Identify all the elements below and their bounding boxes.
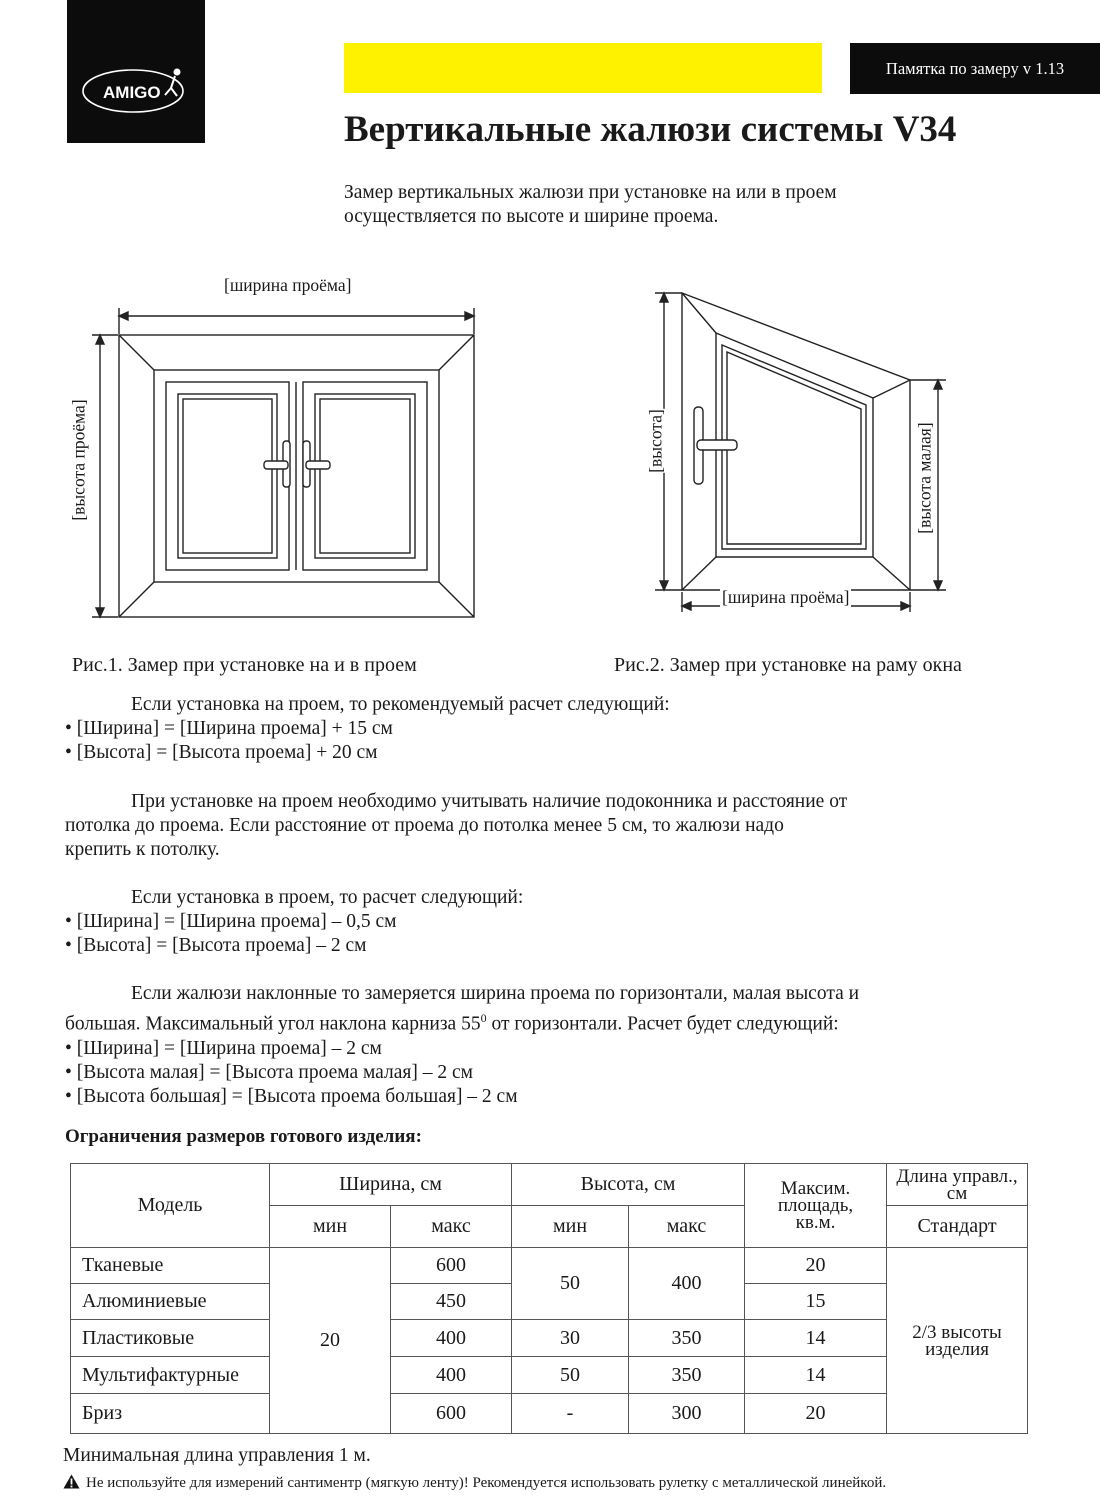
figure1-caption: Рис.1. Замер при установке на и в проем — [72, 654, 417, 676]
slanted-line-2 — [65, 1006, 859, 1037]
slanted-bullet: • [Высота малая] = [Высота проема малая] – 2 см — [65, 1061, 473, 1083]
cell-model: Мультифактурные — [71, 1357, 270, 1394]
degree-superscript: 0 — [480, 1011, 487, 1025]
table-row — [71, 1357, 1028, 1394]
note-section — [65, 790, 847, 862]
figure2-height-small-label: [высота малая] — [914, 422, 935, 534]
in-opening-section — [65, 886, 523, 958]
on-opening-bullet: • [Высота] = [Высота проема] + 20 см — [65, 742, 378, 763]
slanted-bullet: • [Высота большая] = [Высота проема большая] – 2 см — [65, 1085, 518, 1107]
min-control-note: Минимальная длина управления 1 м. — [63, 1445, 371, 1466]
in-opening-bullet: • [Ширина] = [Ширина проема] – 0,5 см — [65, 911, 397, 932]
cell-area: 20 — [745, 1248, 887, 1284]
slanted-bullet: • [Ширина] = [Ширина проема] – 2 см — [65, 1037, 382, 1059]
slanted-line-1: Если жалюзи наклонные то замеряется ширина проема по горизонтали, малая высота и — [131, 983, 860, 1004]
cell-height-max: 300 — [629, 1394, 745, 1434]
figure2-height-label: [высота] — [645, 409, 666, 473]
header-width-min: мин — [270, 1206, 391, 1248]
on-opening-bullet: • [Ширина] = [Ширина проема] + 15 см — [65, 718, 393, 739]
warning-icon — [63, 1474, 80, 1489]
cell-height-min: 30 — [512, 1320, 629, 1357]
cell-width-max: 600 — [391, 1394, 512, 1434]
cell-area: 15 — [745, 1284, 887, 1320]
header-height: Высота, см — [512, 1164, 745, 1206]
figure2-window-diagram — [640, 285, 960, 615]
cell-height-max: 350 — [629, 1320, 745, 1357]
limits-title: Ограничения размеров готового изделия: — [65, 1126, 422, 1147]
accent-bar — [344, 43, 822, 93]
header-width-max: макс — [391, 1206, 512, 1248]
figure2-width-label: [ширина проёма] — [722, 587, 850, 607]
cell-height-max: 350 — [629, 1357, 745, 1394]
header-control-length: Длина управл., см — [887, 1164, 1028, 1206]
cell-width-max: 600 — [391, 1248, 512, 1284]
slanted-line-2-text-end: от горизонтали. Расчет будет следующий: — [486, 1013, 839, 1035]
figure1-height-label: [высота проёма] — [68, 399, 89, 521]
note-line: При установке на проем необходимо учитывать наличие подоконника и расстояние от — [131, 791, 848, 812]
header-model: Модель — [71, 1164, 270, 1248]
cell-model: Пластиковые — [71, 1320, 270, 1357]
header-width: Ширина, см — [270, 1164, 512, 1206]
cell-control-length-merged: 2/3 высоты изделия — [887, 1248, 1028, 1434]
figure1-width-label: [ширина проёма] — [224, 275, 352, 295]
page-title: Вертикальные жалюзи системы V34 — [344, 109, 957, 150]
header-area: Максим. площадь, кв.м. — [745, 1164, 887, 1248]
cell-height-min: - — [512, 1394, 629, 1434]
on-opening-section — [65, 693, 670, 765]
header-height-min: мин — [512, 1206, 629, 1248]
table-row — [71, 1320, 1028, 1357]
cell-width-max: 400 — [391, 1357, 512, 1394]
slanted-section — [65, 982, 859, 1109]
note-line: потолка до проема. Если расстояние от проема до потолка менее 5 см, то жалюзи надо — [65, 815, 784, 836]
note-line: крепить к потолку. — [65, 839, 220, 860]
intro-line-1: Замер вертикальных жалюзи при установке на или в проем — [344, 182, 837, 203]
on-opening-intro: Если установка на проем, то рекомендуемый расчет следующий: — [131, 694, 670, 715]
header-standard: Стандарт — [887, 1206, 1028, 1248]
cell-height-min: 50 — [512, 1357, 629, 1394]
table-row — [71, 1248, 1028, 1284]
intro-line-2: осуществляется по высоте и ширине проема. — [344, 206, 719, 227]
warning-note — [63, 1474, 886, 1492]
cell-width-max: 400 — [391, 1320, 512, 1357]
cell-model: Тканевые — [71, 1248, 270, 1284]
version-label: Памятка по замеру v 1.13 — [850, 43, 1100, 94]
logo-text: AMIGO — [103, 83, 161, 102]
cell-height-max-merged: 400 — [629, 1248, 745, 1320]
figure1-window-diagram — [60, 300, 500, 630]
cell-width-min-merged: 20 — [270, 1248, 391, 1434]
warning-text: Не используйте для измерений сантиментр (мягкую ленту)! Рекомендуется использовать рулетку с металлической линейкой. — [86, 1475, 887, 1491]
cell-area: 14 — [745, 1320, 887, 1357]
cell-area: 14 — [745, 1357, 887, 1394]
header-height-max: макс — [629, 1206, 745, 1248]
logo — [67, 0, 205, 143]
cell-width-max: 450 — [391, 1284, 512, 1320]
table-row — [71, 1394, 1028, 1434]
in-opening-intro: Если установка в проем, то расчет следующий: — [131, 887, 524, 908]
cell-model: Алюминиевые — [71, 1284, 270, 1320]
figure2-caption: Рис.2. Замер при установке на раму окна — [614, 654, 962, 676]
cell-height-min-merged: 50 — [512, 1248, 629, 1320]
cell-area: 20 — [745, 1394, 887, 1434]
limits-table — [70, 1163, 1028, 1434]
logo-emblem — [67, 0, 205, 143]
slanted-line-2-text: большая. Максимальный угол наклона карниза 55 — [65, 1013, 481, 1035]
cell-model: Бриз — [71, 1394, 270, 1434]
in-opening-bullet: • [Высота] = [Высота проема] – 2 см — [65, 935, 367, 956]
